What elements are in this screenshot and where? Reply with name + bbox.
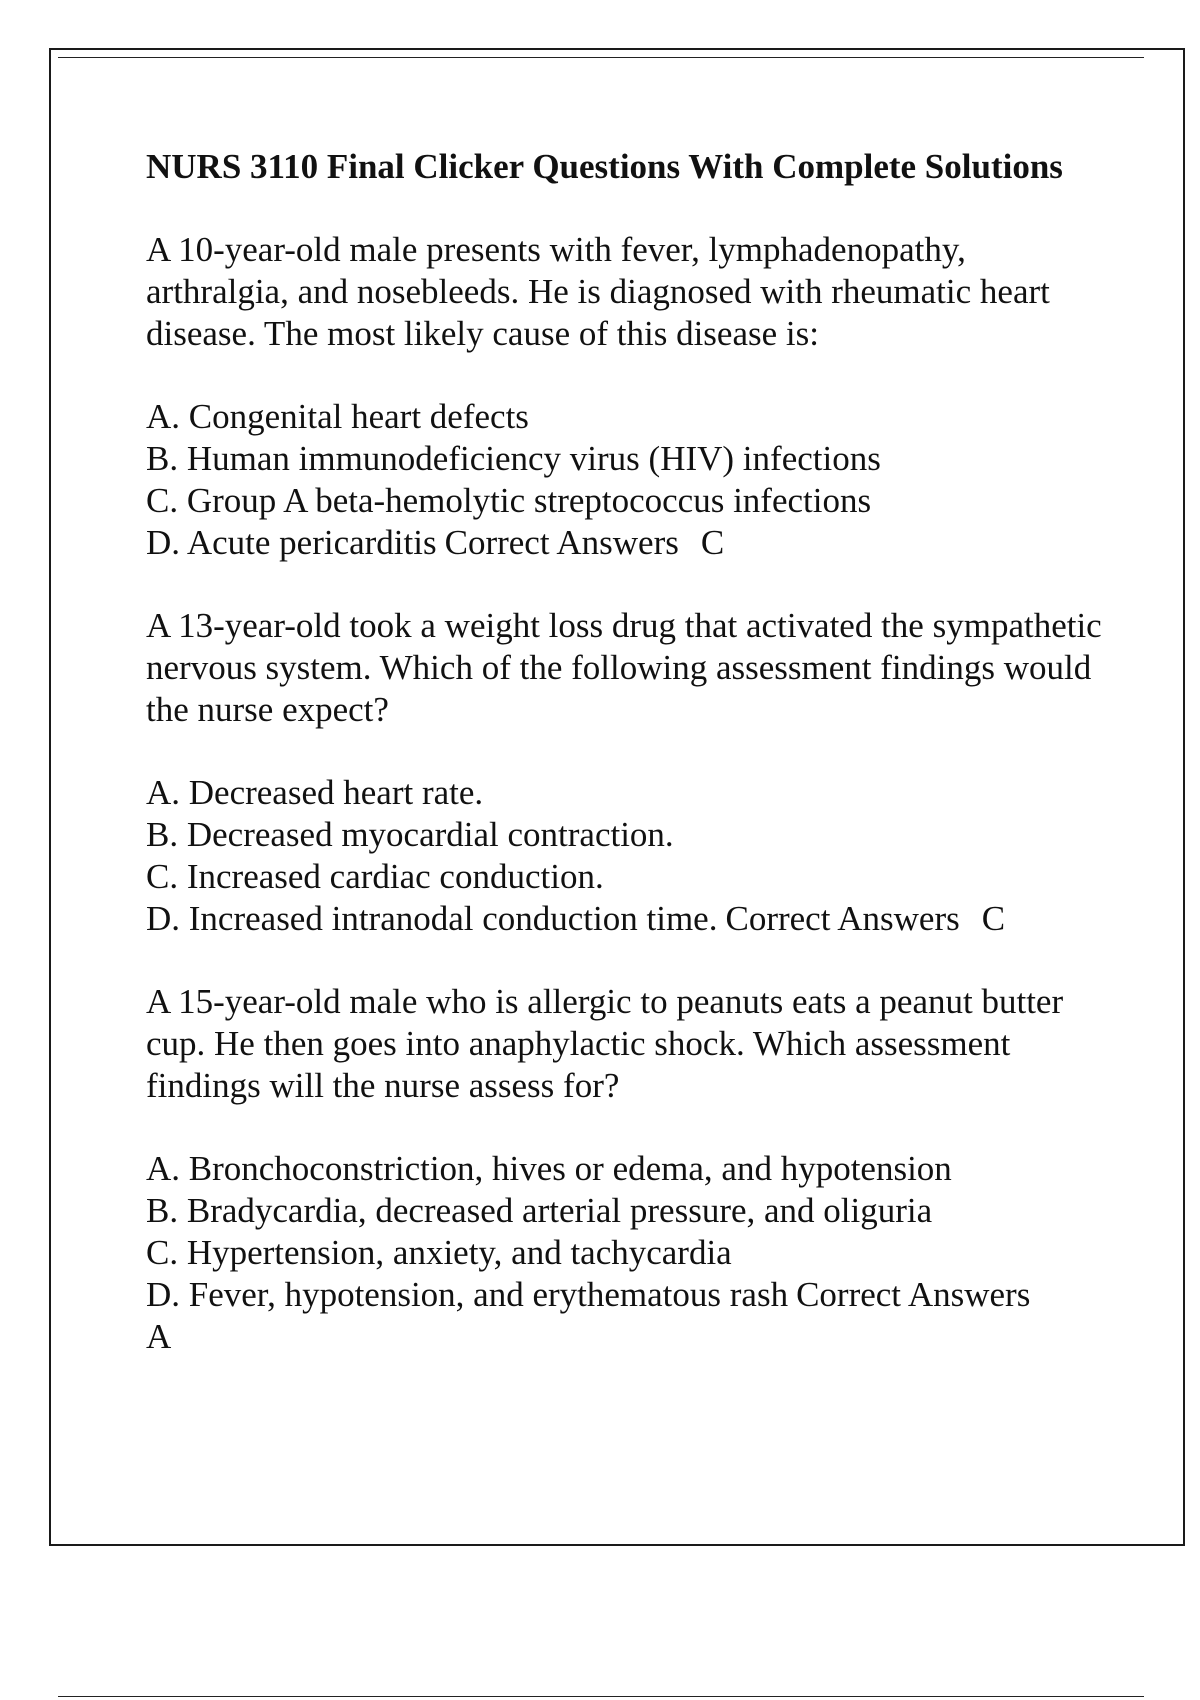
- option-c: C. Hypertension, anxiety, and tachycardia: [146, 1233, 732, 1272]
- document-body: [146, 146, 1106, 1399]
- option-b: B. Decreased myocardial contraction.: [146, 815, 674, 854]
- answer-value: A: [146, 1317, 172, 1356]
- answer-label: Correct Answers: [444, 523, 679, 562]
- option-d: D. Increased intranodal conduction time.: [146, 899, 718, 938]
- option-d: D. Acute pericarditis: [146, 523, 437, 562]
- option-d-with-answer: [146, 1274, 1106, 1358]
- option-list: [146, 1148, 1106, 1358]
- option-d-with-answer: [146, 898, 1106, 940]
- question-2: [146, 605, 1106, 940]
- option-d: D. Fever, hypotension, and erythematous rash: [146, 1275, 789, 1314]
- answer-label: Correct Answers: [725, 899, 960, 938]
- document-title: NURS 3110 Final Clicker Questions With Complete Solutions: [146, 147, 1063, 186]
- option-list: [146, 772, 1106, 940]
- option-list: [146, 396, 1106, 564]
- answer-label: Correct Answers: [796, 1275, 1031, 1314]
- option-a: A. Bronchoconstriction, hives or edema, and hypotension: [146, 1149, 952, 1188]
- question-3: [146, 981, 1106, 1358]
- option-b: B. Human immunodeficiency virus (HIV) infections: [146, 439, 881, 478]
- question-stem: A 13-year-old took a weight loss drug that activated the sympathetic nervous system. Which of the following assessment findings would the nurse expect?: [146, 606, 1102, 729]
- option-a: A. Decreased heart rate.: [146, 773, 484, 812]
- question-stem: A 10-year-old male presents with fever, lymphadenopathy, arthralgia, and nosebleeds. He is diagnosed with rheumatic heart disease. The most likely cause of this disease is:: [146, 230, 1050, 353]
- option-b: B. Bradycardia, decreased arterial pressure, and oliguria: [146, 1191, 933, 1230]
- question-stem: A 15-year-old male who is allergic to peanuts eats a peanut butter cup. He then goes into anaphylactic shock. Which assessment findings will the nurse assess for?: [146, 982, 1064, 1105]
- option-a: A. Congenital heart defects: [146, 397, 529, 436]
- question-1: [146, 229, 1106, 564]
- option-d-with-answer: [146, 522, 1106, 564]
- option-c: C. Increased cardiac conduction.: [146, 857, 604, 896]
- option-c: C. Group A beta-hemolytic streptococcus infections: [146, 481, 872, 520]
- footer-rule: [58, 1696, 1144, 1697]
- answer-value: C: [981, 899, 1006, 938]
- answer-value: C: [700, 523, 725, 562]
